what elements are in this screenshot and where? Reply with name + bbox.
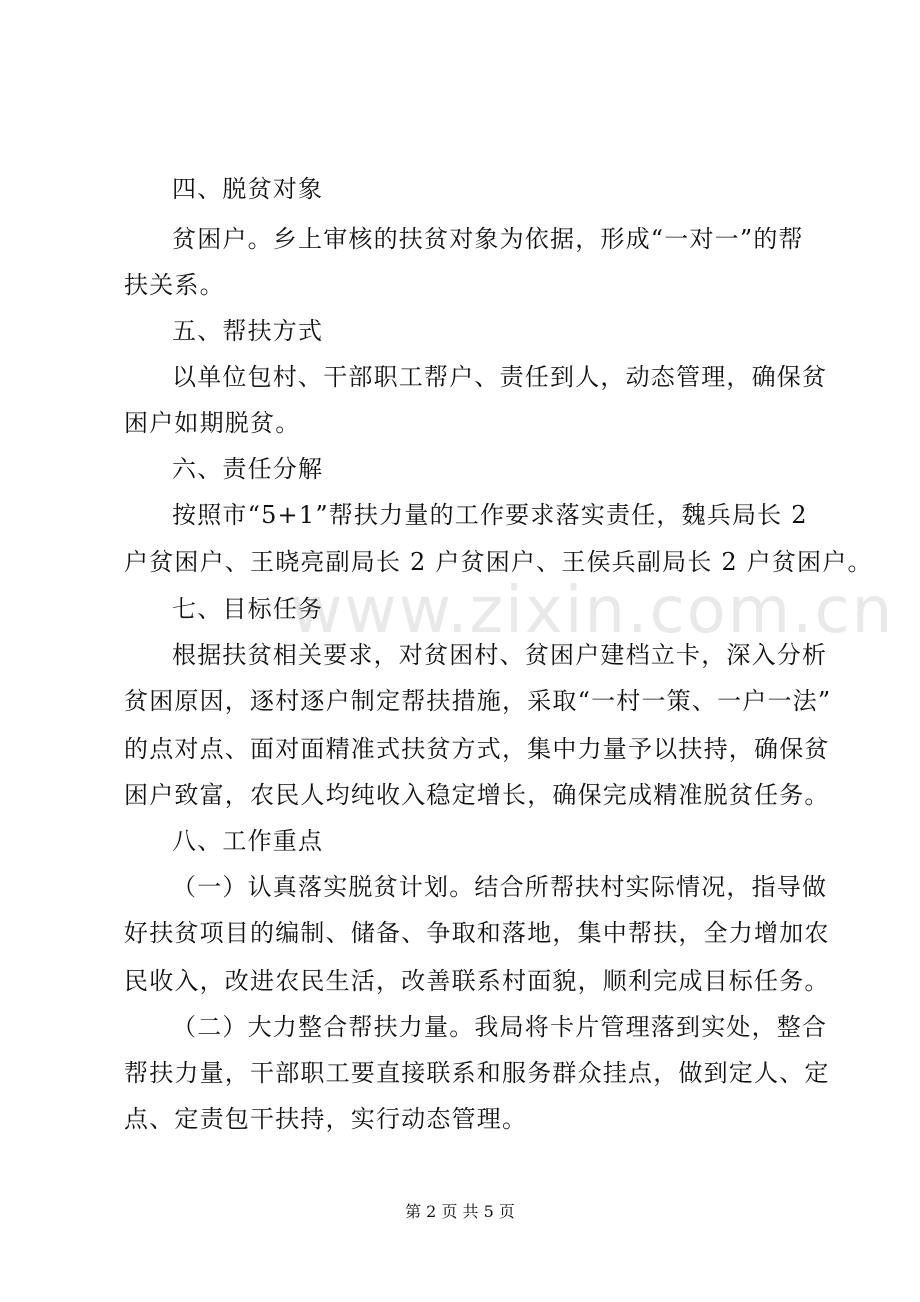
heading-5: 五、帮扶方式 <box>172 317 324 345</box>
paragraph-line: 困户如期脱贫。 <box>124 409 301 437</box>
paragraph-line: 贫困户。乡上审核的扶贫对象为依据，形成“一对一”的帮 <box>172 225 804 253</box>
paragraph-line: 帮扶力量，干部职工要直接联系和服务群众挂点，做到定人、定 <box>124 1059 830 1087</box>
paragraph-line: （一）认真落实脱贫计划。结合所帮扶村实际情况，指导做 <box>172 873 828 901</box>
heading-4: 四、脱贫对象 <box>172 175 324 203</box>
paragraph-line: 扶关系。 <box>124 271 225 299</box>
heading-7: 七、目标任务 <box>172 595 324 623</box>
paragraph-line: 民收入，改进农民生活，改善联系村面貌，顺利完成目标任务。 <box>124 967 830 995</box>
paragraph-line: 贫困原因，逐村逐户制定帮扶措施，采取“一村一策、一户一法” <box>124 687 832 715</box>
page-number-footer: 第 2 页 共 5 页 <box>405 1202 515 1221</box>
paragraph-line: 户贫困户、王晓亮副局长 2 户贫困户、王侯兵副局长 2 户贫困户。 <box>124 548 873 576</box>
paragraph-line: 根据扶贫相关要求，对贫困村、贫困户建档立卡，深入分析 <box>172 641 828 669</box>
heading-6: 六、责任分解 <box>172 455 324 483</box>
paragraph-line: 好扶贫项目的编制、储备、争取和落地，集中帮扶，全力增加农 <box>124 919 830 947</box>
paragraph-line: 以单位包村、干部职工帮户、责任到人，动态管理，确保贫 <box>172 363 828 391</box>
paragraph-line: 困户致富，农民人均纯收入稳定增长，确保完成精准脱贫任务。 <box>124 781 830 809</box>
paragraph-line: 按照市“5+1”帮扶力量的工作要求落实责任，魏兵局长 2 <box>172 501 808 529</box>
heading-8: 八、工作重点 <box>172 827 324 855</box>
paragraph-line: 点、定责包干扶持，实行动态管理。 <box>124 1105 528 1133</box>
paragraph-line: （二）大力整合帮扶力量。我局将卡片管理落到实处，整合 <box>172 1013 828 1041</box>
paragraph-line: 的点对点、面对面精准式扶贫方式，集中力量予以扶持，确保贫 <box>124 735 830 763</box>
watermark: www.zixin.com.cn <box>290 574 895 648</box>
